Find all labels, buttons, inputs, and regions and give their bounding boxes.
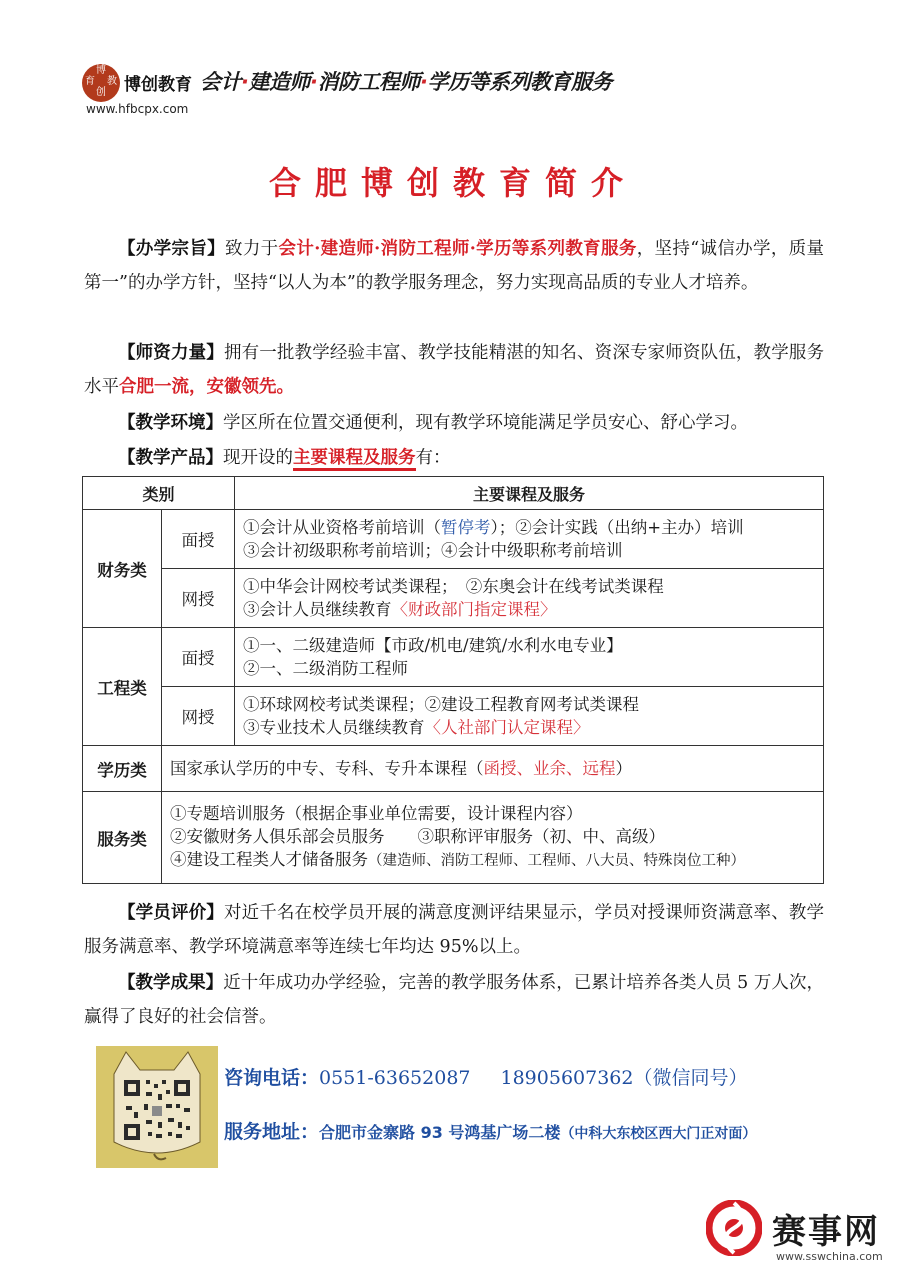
course-text: 国家承认学历的中专、专科、专升本课程（	[170, 759, 484, 778]
mode-offline: 面授	[162, 628, 235, 687]
course-line	[170, 848, 815, 873]
products-highlight: 主要课程及服务	[293, 448, 416, 471]
courses-table	[82, 476, 824, 884]
table-header-row	[83, 477, 824, 510]
course-line: ①一、二级建造师【市政/机电/建筑/水利水电专业】	[243, 636, 623, 655]
category-finance: 财务类	[83, 510, 162, 628]
course-line: ①环球网校考试类课程；②建设工程教育网考试类课程	[243, 695, 639, 714]
education-modes: 函授、业余、远程	[483, 759, 616, 778]
finance-offline-courses	[235, 510, 824, 569]
category-engineering: 工程类	[83, 628, 162, 746]
mission-pre: 致力于	[225, 239, 279, 259]
engineering-online-courses	[235, 687, 824, 746]
course-line: ②一、二级消防工程师	[243, 659, 408, 678]
course-text: ①会计从业资格考前培训（	[243, 518, 441, 537]
course-line	[243, 716, 815, 739]
badge-char-2: 育	[85, 76, 95, 87]
course-text: ③会计人员继续教育	[243, 600, 392, 619]
environment-text: 学区所在位置交通便利，现有教学环境能满足学员安心、舒心学习。	[223, 413, 748, 433]
slogan-sep-1: ·	[241, 70, 249, 94]
header-slogan	[200, 66, 612, 96]
course-line	[243, 516, 815, 539]
course-line: ③会计初级职称考前培训；④会计中级职称考前培训	[243, 541, 623, 560]
section-environment	[84, 406, 824, 440]
section-products	[84, 441, 824, 475]
results-text: 近十年成功办学经验，完善的教学服务体系，已累计培养各类人员 5 万人次，赢得了良好的社会信誉。	[84, 973, 824, 1027]
brand-name: 博创教育	[124, 75, 192, 95]
course-text-note: （建造师、消防工程师、工程师、八大员、特殊岗位工种）	[368, 853, 745, 869]
contact-address	[224, 1117, 756, 1144]
course-text: ③专业技术人员继续教育	[243, 718, 425, 737]
phone-mobile[interactable]: 18905607362（微信同号）	[500, 1067, 748, 1089]
table-row	[83, 569, 824, 628]
qr-cat-icon	[96, 1046, 218, 1168]
watermark-name: 赛事网	[772, 1212, 880, 1252]
certified-note: 〈人社部门认定课程〉	[424, 718, 590, 737]
phone-landline[interactable]: 0551-63652087	[319, 1067, 471, 1089]
table-row	[83, 687, 824, 746]
products-pre: 现开设的	[223, 448, 293, 468]
badge-char-3: 教	[107, 76, 117, 87]
course-text: ）	[615, 759, 632, 778]
section-results	[84, 966, 824, 1034]
contact-phone	[224, 1063, 747, 1090]
slogan-part-3: 消防工程师	[317, 70, 420, 94]
wechat-qr-code	[96, 1046, 218, 1168]
website-url[interactable]: www.hfbcpx.com	[86, 102, 189, 116]
mission-post: ，坚持“诚信办学，质量第一”的办学方针，坚持“以人为本”的教学服务理念，努力实现高品质的专业人才培养。	[84, 239, 825, 293]
evaluation-text: 对近千名在校学员开展的满意度测评结果显示，学员对授课师资满意率、教学服务满意率、教学环境满意率等连续七年均达 95%以上。	[84, 903, 825, 957]
slogan-sep-3: ·	[419, 70, 428, 94]
course-line: ①中华会计网校考试类课程； ②东奥会计在线考试类课程	[243, 577, 664, 596]
category-service: 服务类	[83, 792, 162, 884]
finance-online-courses	[235, 569, 824, 628]
header-category: 类别	[83, 477, 235, 510]
course-text: ④建设工程类人才储备服务	[170, 850, 368, 869]
brand-logo-badge	[82, 64, 120, 102]
watermark-logo-icon	[706, 1200, 762, 1256]
service-items	[162, 792, 824, 884]
engineering-offline-courses	[235, 628, 824, 687]
slogan-part-1: 会计	[200, 70, 241, 94]
course-line: ②安徽财务人俱乐部会员服务 ③职称评审服务（初、中、高级）	[170, 827, 665, 846]
mission-highlight: 会计·建造师·消防工程师·学历等系列教育服务	[278, 239, 637, 259]
products-post: 有：	[415, 448, 451, 468]
address-note: （中科大东校区西大门正对面）	[560, 1126, 757, 1142]
faculty-label: 【师资力量】	[118, 343, 224, 363]
phone-label: 咨询电话：	[224, 1067, 320, 1089]
faculty-pre: 拥有一批教学经验丰富、教学技能精湛的知名、资深专家师资队伍，教学服务水平	[84, 343, 825, 397]
suspended-note: 暂停考	[441, 518, 491, 537]
section-faculty	[84, 336, 824, 404]
address-label: 服务地址：	[224, 1121, 320, 1143]
category-education: 学历类	[83, 746, 162, 792]
environment-label: 【教学环境】	[118, 413, 223, 433]
course-line: ①专题培训服务（根据企事业单位需要，设计课程内容）	[170, 804, 583, 823]
mode-offline: 面授	[162, 510, 235, 569]
table-row	[83, 792, 824, 884]
table-row	[83, 746, 824, 792]
slogan-part-4: 学历等系列教育服务	[427, 70, 612, 94]
badge-char-4: 创	[96, 87, 106, 98]
table-row	[83, 628, 824, 687]
slogan-sep-2: ·	[309, 70, 318, 94]
mode-online: 网授	[162, 569, 235, 628]
designated-note: 〈财政部门指定课程〉	[391, 600, 557, 619]
header-courses: 主要课程及服务	[235, 477, 824, 510]
course-text: ）；②会计实践（出纳+主办）培训	[490, 518, 744, 537]
slogan-part-2: 建造师	[248, 70, 310, 94]
watermark-url[interactable]: www.sswchina.com	[776, 1250, 883, 1263]
mission-label: 【办学宗旨】	[118, 239, 226, 259]
section-evaluation	[84, 896, 824, 964]
results-label: 【教学成果】	[118, 973, 224, 993]
section-mission	[84, 232, 824, 300]
table-row	[83, 510, 824, 569]
products-label: 【教学产品】	[118, 448, 223, 468]
evaluation-label: 【学员评价】	[118, 903, 224, 923]
course-line	[243, 598, 815, 621]
mode-online: 网授	[162, 687, 235, 746]
badge-char-1: 博	[96, 65, 106, 76]
faculty-highlight: 合肥一流，安徽领先。	[119, 377, 294, 397]
address-text: 合肥市金寨路 93 号鸿基广场二楼	[319, 1123, 561, 1142]
page-title: 合肥博创教育简介	[268, 164, 637, 202]
education-courses	[162, 746, 824, 792]
